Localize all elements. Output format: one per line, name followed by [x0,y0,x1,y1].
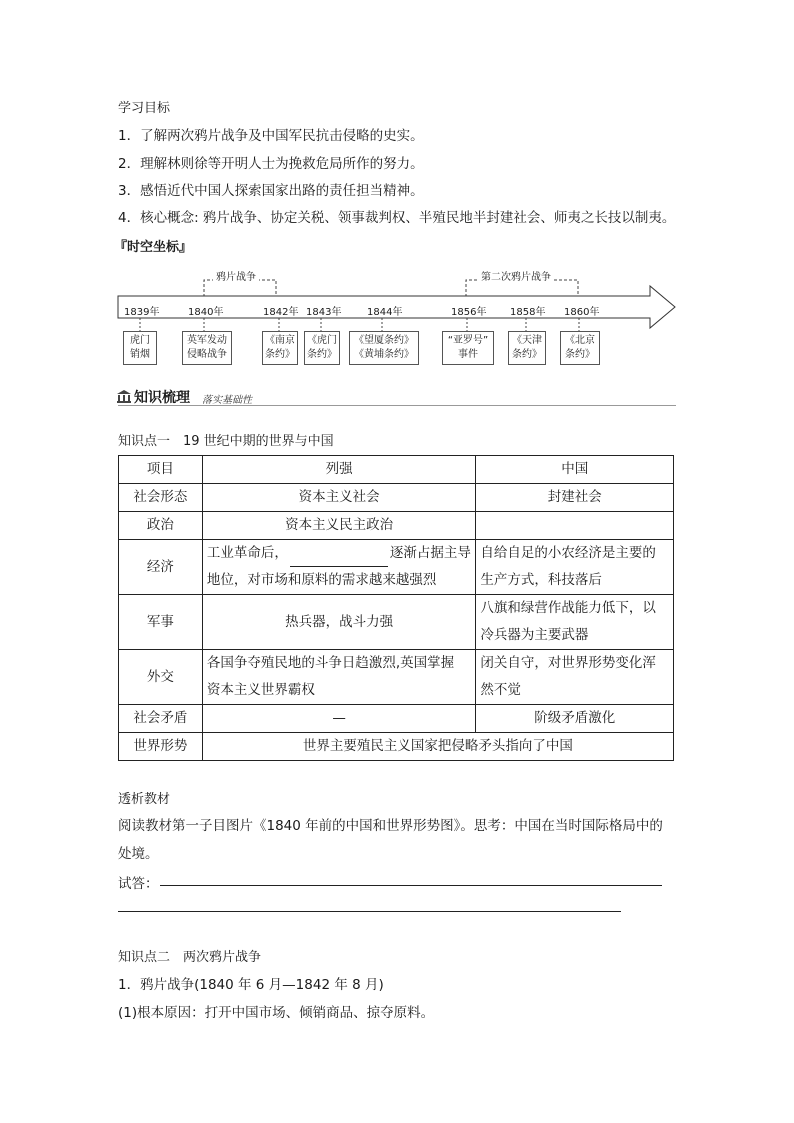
table-cell: 资本主义民主政治 [202,512,476,540]
goal-item-1: 1．了解两次鸦片战争及中国军民抗击侵略的史实。 [118,128,424,144]
table-row [119,595,674,650]
table-header-row [119,456,674,484]
answer-label: 试答： [118,876,159,892]
year-1844: 1844年 [367,307,403,318]
year-1858: 1858年 [510,307,546,318]
event-line: 虎门 [130,335,150,346]
cell-text: 闭关自守，对世界形势变化浑 [480,655,656,671]
goal-item-2: 2．理解林则徐等开明人士为挽救危局所作的努力。 [118,156,424,172]
event-line: 侵略战争 [187,349,227,360]
cell-text: 自给自足的小农经济是主要的 [480,545,656,561]
table-cell: 热兵器，战斗力强 [202,595,476,650]
table-row [119,733,674,761]
table-cell: 外交 [119,650,203,705]
table-header-cell: 列强 [202,456,476,484]
table-header-cell: 中国 [476,456,674,484]
year-1843: 1843年 [306,307,342,318]
cell-text: 八旗和绿营作战能力低下，以 [480,600,656,616]
cell-text: 地位，对市场和原料的需求越来越强烈 [206,572,437,588]
year-1860: 1860年 [564,307,600,318]
table-cell [202,650,476,705]
year-1842: 1842年 [263,307,299,318]
event-line: 《虎门 [307,335,337,346]
cell-text: 冷兵器为主要武器 [480,627,589,643]
event-box-1843 [304,331,340,365]
fill-in-blank[interactable] [290,552,388,567]
analysis-text-2: 处境。 [118,846,159,862]
table-row [119,512,674,540]
table-cell: — [202,705,476,733]
event-line: 英军发动 [187,335,227,346]
table-cell: 封建社会 [476,484,674,512]
cell-text: 各国争夺殖民地的斗争日趋激烈,英国掌握 [206,655,455,671]
event-line: 条约》 [307,349,337,360]
cell-text: 然不觉 [480,682,521,698]
table-header-cell: 项目 [119,456,203,484]
event-line: 《南京 [265,335,295,346]
analysis-title: 透析教材 [118,792,171,807]
table-cell: 政治 [119,512,203,540]
table-row [119,705,674,733]
event-box-1860 [560,331,600,365]
year-1856: 1856年 [451,307,487,318]
goal-item-4: 4．核心概念: 鸦片战争、协定关税、领事裁判权、半殖民地半封建社会、师夷之长技以制夷。 [118,210,676,226]
table-cell: 资本主义社会 [202,484,476,512]
event-line: 条约》 [512,349,542,360]
answer-line-2[interactable] [118,911,621,912]
section-title: 知识梳理 [134,390,190,406]
goals-title: 学习目标 [118,101,171,116]
table-cell: 社会形态 [119,484,203,512]
timeline-heading: 『时空坐标』 [114,240,193,255]
cell-text: 工业革命后， [206,545,288,561]
table-cell: 经济 [119,540,203,595]
event-box-1856 [442,331,494,365]
table-row [119,650,674,705]
goal-item-3: 3．感悟近代中国人探索国家出路的责任担当精神。 [118,183,424,199]
event-line: 销烟 [130,349,150,360]
table-row [119,484,674,512]
table-cell: 社会矛盾 [119,705,203,733]
event-line: 事件 [458,349,478,360]
building-icon [117,390,131,403]
answer-line-1[interactable] [160,885,662,886]
comparison-table [118,455,674,761]
table-cell [476,650,674,705]
kp2-line-2: (1)根本原因：打开中国市场、倾销商品、掠夺原料。 [118,1005,435,1021]
war2-label: 第二次鸦片战争 [478,268,554,283]
event-line: 条约》 [565,349,595,360]
event-box-1842 [262,331,298,365]
war1-label: 鸦片战争 [213,268,259,283]
table-cell-empty [476,512,674,540]
event-line: 《黄埔条约》 [354,349,414,360]
event-box-1839 [123,331,157,365]
table-cell [202,540,476,595]
section-divider [118,405,676,406]
kp1-title: 知识点一 19 世纪中期的世界与中国 [118,434,334,449]
table-cell [476,595,674,650]
cell-text: 生产方式，科技落后 [480,572,602,588]
kp2-title: 知识点二 两次鸦片战争 [118,950,262,965]
event-box-1844 [349,331,419,365]
table-cell: 世界主要殖民主义国家把侵略矛头指向了中国 [202,733,673,761]
section-subtitle: 落实基础性 [202,395,252,406]
kp2-line-1: 1．鸦片战争(1840 年 6 月—1842 年 8 月) [118,977,384,993]
table-cell: 世界形势 [119,733,203,761]
event-box-1858 [508,331,546,365]
table-row [119,540,674,595]
table-cell [476,540,674,595]
table-cell: 阶级矛盾激化 [476,705,674,733]
cell-text: 逐渐占据主导 [389,545,471,561]
table-cell: 军事 [119,595,203,650]
event-line: “亚罗号” [447,335,489,346]
year-1839: 1839年 [124,307,160,318]
analysis-text-1: 阅读教材第一子目图片《1840 年前的中国和世界形势图》。思考：中国在当时国际格局中的 [118,818,663,834]
event-box-1840 [182,331,232,365]
event-line: 条约》 [265,349,295,360]
year-1840: 1840年 [188,307,224,318]
event-line: 《望厦条约》 [354,335,414,346]
event-line: 《天津 [512,335,542,346]
event-line: 《北京 [565,335,595,346]
cell-text: 资本主义世界霸权 [206,682,315,698]
